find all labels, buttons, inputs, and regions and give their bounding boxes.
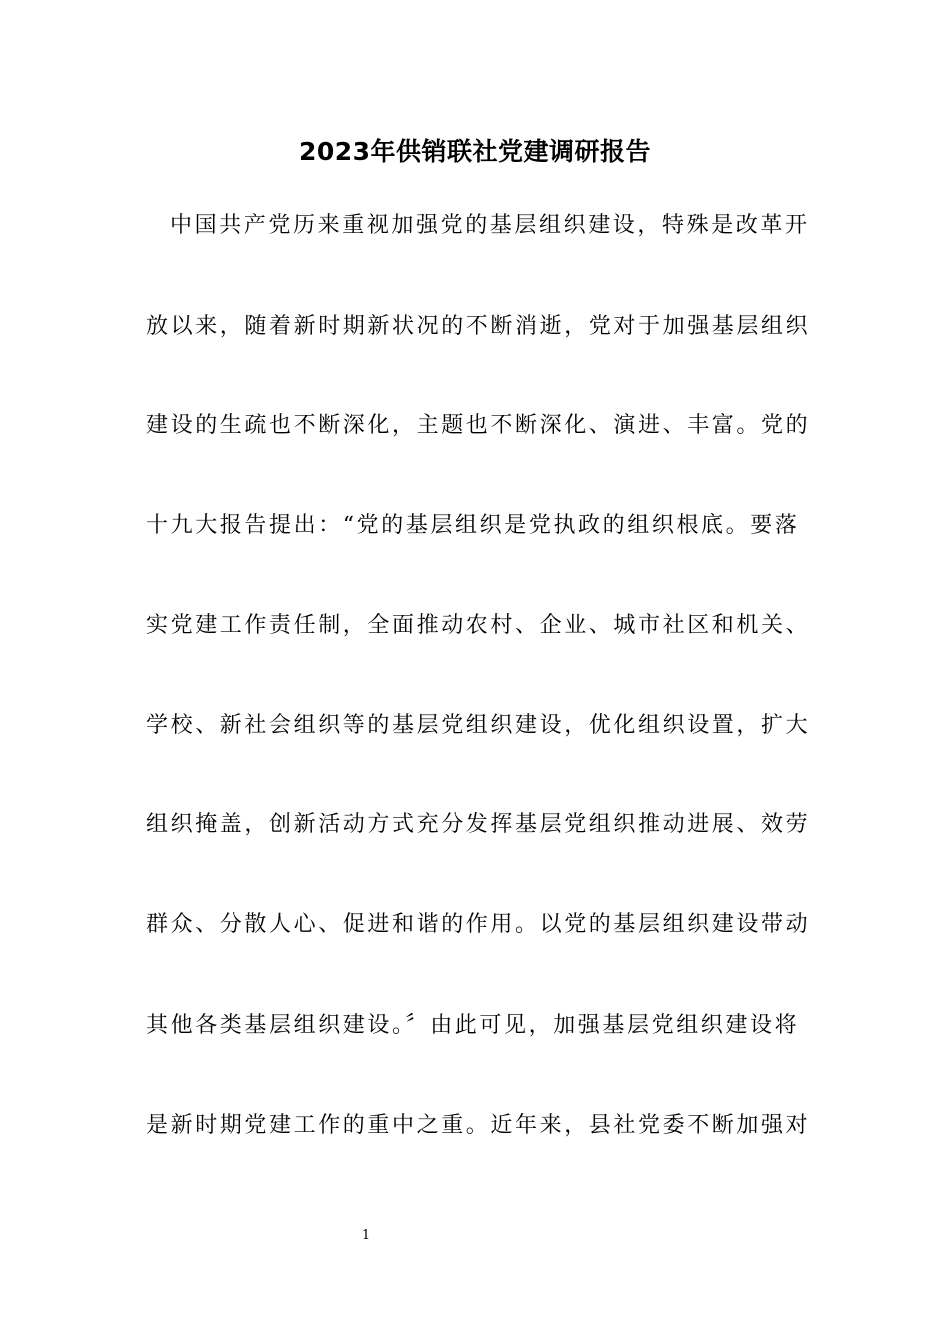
paragraph-line: 学校、新社会组织等的基层党组织建设，优化组织设置，扩大 <box>146 713 811 738</box>
paragraph-line: 中国共产党历来重视加强党的基层组织建设，特殊是改革开 <box>170 213 810 238</box>
paragraph-line: 是新时期党建工作的重中之重。近年来，县社党委不断加强对 <box>146 1113 811 1138</box>
paragraph-line: 组织掩盖，创新活动方式充分发挥基层党组织推动进展、效劳 <box>146 812 811 837</box>
paragraph-line: 建设的生疏也不断深化，主题也不断深化、演进、丰富。党的 <box>146 413 811 438</box>
paragraph-line: 其他各类基层组织建设。〞由此可见，加强基层党组织建设将 <box>146 1013 800 1038</box>
paragraph-line: 群众、分散人心、促进和谐的作用。以党的基层组织建设带动 <box>146 912 811 937</box>
paragraph-line: 实党建工作责任制，全面推动农村、企业、城市社区和机关、 <box>146 613 811 638</box>
paragraph-line: 十九大报告提出：“党的基层组织是党执政的组织根底。要落 <box>146 513 800 538</box>
paragraph-line: 放以来，随着新时期新状况的不断消逝，党对于加强基层组织 <box>146 314 811 339</box>
page-number: 1 <box>361 1228 371 1243</box>
document-title: 2023年供销联社党建调研报告 <box>298 137 652 166</box>
